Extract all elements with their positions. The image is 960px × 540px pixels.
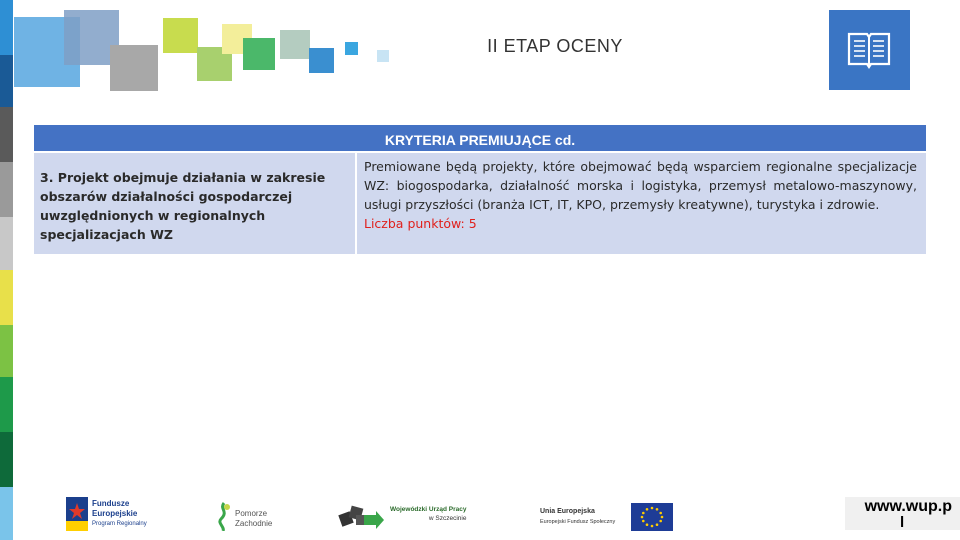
logo-text: Fundusze [92,499,130,508]
table-header: KRYTERIA PREMIUJĄCE cd. [34,125,926,151]
page-title: II ETAP OCENY [487,36,623,56]
deco-square [163,18,198,53]
strip-segment [0,55,13,107]
criterion-description: Premiowane będą projekty, które obejmować będą wsparciem regionalne specjalizacje WZ: biogospodarka, działalność morska i logistyka, przemysł metalowo-maszynowy, usługi przyszłości (branża ICT, IT, KPO, przemysły kreatywne), turystyka i zdrowie. [364,159,917,212]
deco-square [243,38,275,70]
website-url[interactable] [845,497,960,530]
griffin-icon [215,501,233,531]
book-icon [845,28,893,72]
strip-segment [0,107,13,162]
strip-segment [0,487,13,540]
logo-unia-europejska [540,495,675,535]
logo-text: Zachodnie [235,519,273,528]
logo-text: Wojewódzki Urząd Pracy [390,506,467,513]
wup-blocks-icon [338,501,384,531]
url-text: www.wup.p [864,498,952,515]
book-tile [829,10,910,90]
deco-square [377,50,389,62]
logo-text: Program Regionalny [92,521,147,527]
strip-segment [0,217,13,270]
logo-text: Europejski Fundusz Społeczny [540,519,616,525]
logo-text: Unia Europejska [540,508,595,515]
strip-segment [0,377,13,432]
deco-square [280,30,310,59]
criterion-name: 3. Projekt obejmuje działania w zakresie obszarów działalności gospodarczej uwzględnionych w regionalnych specjalizacjach WZ [40,170,326,242]
strip-segment [0,325,13,377]
logo-wup-szczecin [338,495,483,535]
strip-segment [0,432,13,487]
logo-fundusze-europejskie [66,495,166,535]
url-text-tail: l [900,514,905,531]
deco-square [309,48,334,73]
logo-text: w Szczecinie [428,515,467,522]
strip-segment [0,270,13,325]
strip-segment [0,0,13,55]
eu-stars-icon [631,503,673,531]
deco-square [110,45,158,91]
strip-segment [0,162,13,217]
logo-pomorze-zachodnie [215,495,285,535]
criterion-points: Liczba punktów: 5 [364,216,477,231]
criterion-description-cell [357,153,926,254]
criterion-name-cell [34,153,355,254]
logo-text: Europejskie [92,509,138,518]
deco-square [345,42,358,55]
sidebar-color-strip [0,0,13,540]
logo-text: Pomorze [235,509,268,518]
fe-star-icon [66,497,88,531]
